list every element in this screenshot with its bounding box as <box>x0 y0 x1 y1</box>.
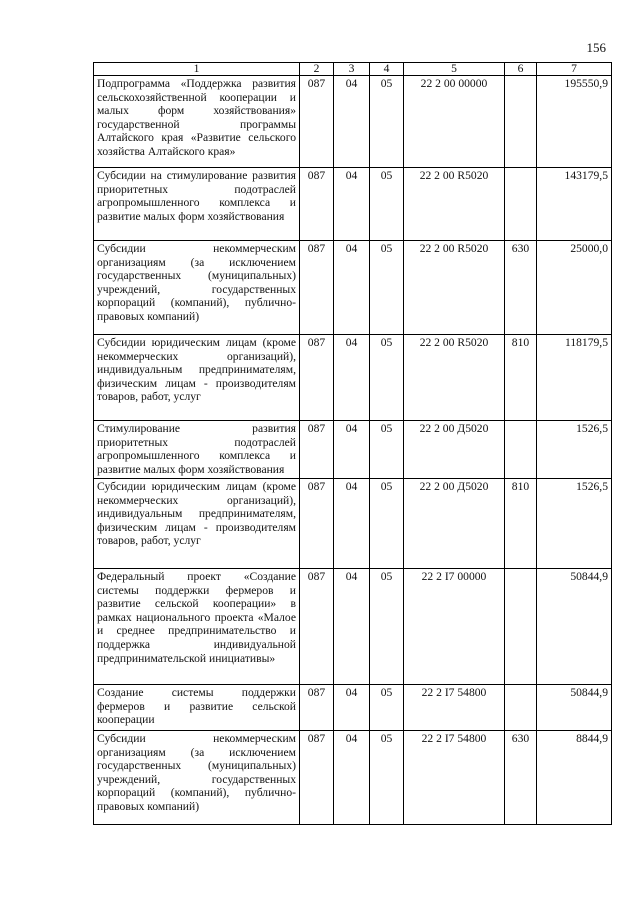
row-ministry-code: 087 <box>300 76 334 168</box>
row-target-article: 22 2 I7 54800 <box>404 731 505 825</box>
row-ministry-code: 087 <box>300 569 334 685</box>
row-name: Федеральный проект «Создание системы поддержки фермеров и развитие сельской кооперации» в рамках национального проекта «Малое и среднее предпринимательство и поддержка индивидуальной предпринимательской инициативы» <box>94 569 300 685</box>
table-row <box>94 168 612 241</box>
header-cell-1: 1 <box>94 63 300 76</box>
row-expense-type <box>505 76 537 168</box>
row-section-code: 04 <box>334 76 370 168</box>
row-target-article: 22 2 00 Д5020 <box>404 421 505 479</box>
row-target-article: 22 2 I7 54800 <box>404 685 505 731</box>
header-cell-6: 6 <box>505 63 537 76</box>
row-expense-type <box>505 168 537 241</box>
row-subsection-code: 05 <box>370 335 404 421</box>
row-name: Субсидии некоммерческим организациям (за исключением государственных (муниципальных) учреждений, государственных корпораций (компаний), публично-правовых компаний) <box>94 731 300 825</box>
row-expense-type: 630 <box>505 731 537 825</box>
row-expense-type <box>505 421 537 479</box>
table-row <box>94 335 612 421</box>
row-ministry-code: 087 <box>300 731 334 825</box>
row-amount: 195550,9 <box>537 76 612 168</box>
row-subsection-code: 05 <box>370 731 404 825</box>
table-row <box>94 241 612 335</box>
row-target-article: 22 2 00 00000 <box>404 76 505 168</box>
row-ministry-code: 087 <box>300 685 334 731</box>
header-cell-2: 2 <box>300 63 334 76</box>
row-target-article: 22 2 I7 00000 <box>404 569 505 685</box>
row-amount: 143179,5 <box>537 168 612 241</box>
header-cell-7: 7 <box>537 63 612 76</box>
table-row <box>94 76 612 168</box>
budget-table <box>93 62 612 825</box>
row-target-article: 22 2 00 Д5020 <box>404 479 505 569</box>
row-amount: 1526,5 <box>537 421 612 479</box>
row-ministry-code: 087 <box>300 168 334 241</box>
row-ministry-code: 087 <box>300 241 334 335</box>
row-target-article: 22 2 00 R5020 <box>404 335 505 421</box>
header-row <box>94 63 612 76</box>
row-section-code: 04 <box>334 685 370 731</box>
header-cell-4: 4 <box>370 63 404 76</box>
row-section-code: 04 <box>334 241 370 335</box>
table-row <box>94 569 612 685</box>
table-row <box>94 731 612 825</box>
row-subsection-code: 05 <box>370 241 404 335</box>
row-expense-type <box>505 569 537 685</box>
row-subsection-code: 05 <box>370 76 404 168</box>
row-amount: 50844,9 <box>537 685 612 731</box>
row-name: Субсидии некоммерческим организациям (за исключением государственных (муниципальных) учреждений, государственных корпораций (компаний), публично-правовых компаний) <box>94 241 300 335</box>
row-subsection-code: 05 <box>370 569 404 685</box>
row-expense-type: 810 <box>505 479 537 569</box>
header-cell-3: 3 <box>334 63 370 76</box>
table-row <box>94 421 612 479</box>
header-cell-5: 5 <box>404 63 505 76</box>
table-row <box>94 479 612 569</box>
row-expense-type <box>505 685 537 731</box>
row-name: Субсидии юридическим лицам (кроме некоммерческих организаций), индивидуальным предпринимателям, физическим лицам - производителям товаров, работ, услуг <box>94 335 300 421</box>
row-name: Субсидии юридическим лицам (кроме некоммерческих организаций), индивидуальным предпринимателям, физическим лицам - производителям товаров, работ, услуг <box>94 479 300 569</box>
row-amount: 25000,0 <box>537 241 612 335</box>
row-name: Подпрограмма «Поддержка развития сельскохозяйственной кооперации и малых форм хозяйствования» государственной программы Алтайского края «Развитие сельского хозяйства Алтайского края» <box>94 76 300 168</box>
row-section-code: 04 <box>334 569 370 685</box>
row-amount: 50844,9 <box>537 569 612 685</box>
row-name: Создание системы поддержки фермеров и развитие сельской кооперации <box>94 685 300 731</box>
row-amount: 8844,9 <box>537 731 612 825</box>
row-target-article: 22 2 00 R5020 <box>404 241 505 335</box>
row-subsection-code: 05 <box>370 685 404 731</box>
row-section-code: 04 <box>334 479 370 569</box>
row-ministry-code: 087 <box>300 479 334 569</box>
row-subsection-code: 05 <box>370 479 404 569</box>
row-amount: 118179,5 <box>537 335 612 421</box>
row-name: Субсидии на стимулирование развития приоритетных подотраслей агропромышленного комплекса и развитие малых форм хозяйствования <box>94 168 300 241</box>
row-ministry-code: 087 <box>300 335 334 421</box>
row-section-code: 04 <box>334 168 370 241</box>
row-expense-type: 630 <box>505 241 537 335</box>
row-subsection-code: 05 <box>370 168 404 241</box>
row-name: Стимулирование развития приоритетных подотраслей агропромышленного комплекса и развитие малых форм хозяйствования <box>94 421 300 479</box>
row-expense-type: 810 <box>505 335 537 421</box>
row-section-code: 04 <box>334 421 370 479</box>
row-amount: 1526,5 <box>537 479 612 569</box>
row-section-code: 04 <box>334 731 370 825</box>
row-ministry-code: 087 <box>300 421 334 479</box>
row-section-code: 04 <box>334 335 370 421</box>
page-number: 156 <box>586 40 606 55</box>
table-row <box>94 685 612 731</box>
row-subsection-code: 05 <box>370 421 404 479</box>
row-target-article: 22 2 00 R5020 <box>404 168 505 241</box>
